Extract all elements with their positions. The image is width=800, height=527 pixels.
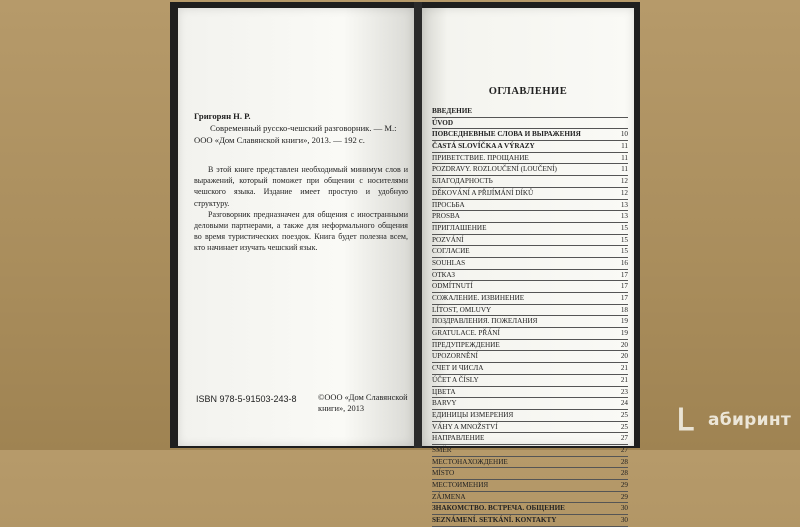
toc-entry (432, 305, 628, 317)
toc-entry-title: БЛАГОДАРНОСТЬ (432, 177, 493, 186)
toc-entry (432, 398, 628, 410)
toc-entry-title: ВВЕДЕНИЕ (432, 107, 473, 115)
toc-entry (432, 433, 628, 445)
toc-entry (432, 328, 628, 340)
toc-entry (432, 164, 628, 176)
toc-entry (432, 176, 628, 188)
toc-entry-page: 25 (620, 422, 628, 431)
toc-entry (432, 106, 628, 118)
toc-entry-title: DĚKOVÁNÍ A PŘIJÍMÁNÍ DÍKŮ (432, 188, 534, 197)
toc-entry (432, 211, 628, 223)
toc-entry-page: 27 (620, 434, 628, 443)
toc-entry-page: 15 (620, 223, 628, 232)
book-spine (414, 2, 422, 448)
toc-entry-title: MÍSTO (432, 469, 455, 478)
toc-entry (432, 246, 628, 258)
open-book (170, 2, 640, 525)
toc-entry-page: 18 (620, 305, 628, 314)
toc-entry-title: ПОВСЕДНЕВНЫЕ СЛОВА И ВЫРАЖЕНИЯ (432, 130, 581, 139)
toc-entry-title: SOUHLAS (432, 258, 466, 267)
book-author: Григорян Н. Р. (194, 111, 251, 121)
toc-entry-title: ЗНАКОМСТВО. ВСТРЕЧА. ОБЩЕНИЕ (432, 504, 565, 513)
toc-entry-title: МЕСТОИМЕНИЯ (432, 481, 489, 489)
toc-entry-title: LÍTOST, OMLUVY (432, 305, 492, 314)
toc-entry-title: СОЖАЛЕНИЕ. ИЗВИНЕНИЕ (432, 294, 525, 302)
toc-entry-page: 28 (620, 457, 628, 466)
toc-entry (432, 503, 628, 515)
toc-entry-title: СОГЛАСИЕ (432, 247, 470, 256)
labirint-watermark (676, 404, 796, 438)
toc-entry-title: SEZNÁMENÍ. SETKÁNÍ. KONTAKTY (432, 516, 557, 525)
toc-entry-page: 11 (621, 142, 628, 151)
toc-entry (432, 188, 628, 200)
toc-entry-title: SMĚR (432, 445, 452, 454)
toc-entry-title: ČASTÁ SLOVÍČKA A VÝRAZY (432, 142, 535, 151)
toc-entry-page: 23 (620, 387, 628, 396)
toc-entry-title: GRATULACE. PŘÁNÍ (432, 329, 500, 338)
abstract-paragraph-1: В этой книге представлен необходимый минимум слов и выражений, который поможет при общении с носителями чешского языка. Издание имеет простую и удобную структуру. (194, 165, 408, 208)
toc-entry-title: ODMÍTNUTÍ (432, 282, 473, 291)
book-abstract (194, 164, 408, 254)
toc-entry-title: POZVÁNÍ (432, 235, 464, 244)
toc-entry (432, 445, 628, 457)
toc-entry-page: 12 (620, 177, 628, 186)
bib-line-1: Современный русско-чешский разговорник. — М.: (210, 123, 397, 133)
watermark-text: абиринт (708, 410, 792, 430)
toc-entry-page: 29 (620, 481, 628, 489)
toc-entry (432, 316, 628, 328)
toc-entry-page: 13 (620, 200, 628, 209)
toc-entry (432, 351, 628, 363)
left-page (178, 8, 414, 446)
toc-entry (432, 270, 628, 282)
toc-entry-page: 15 (620, 247, 628, 256)
toc-entry-page: 11 (621, 153, 628, 162)
toc-entry-title: ПРИВЕТСТВИЕ. ПРОЩАНИЕ (432, 153, 529, 162)
toc-entry-title: ЕДИНИЦЫ ИЗМЕРЕНИЯ (432, 410, 514, 419)
toc-entry-page: 17 (620, 270, 628, 279)
toc-entry (432, 375, 628, 387)
toc-entry (432, 235, 628, 247)
bib-line-2: ООО «Дом Славянской книги», 2013. — 192 с. (194, 135, 365, 145)
toc-entry-title: PROSBA (432, 212, 460, 221)
toc-entry-title: ПРИГЛАШЕНИЕ (432, 223, 487, 232)
toc-entry (432, 468, 628, 480)
toc-entry-page: 30 (620, 516, 628, 525)
toc-entry (432, 129, 628, 141)
bibliographic-record (194, 110, 412, 146)
right-page (422, 8, 634, 525)
toc-entry-page: 19 (620, 317, 628, 326)
toc-entry (432, 281, 628, 293)
toc-entry (432, 141, 628, 153)
toc-entry-title: ПРЕДУПРЕЖДЕНИЕ (432, 340, 500, 349)
toc-entry-title: ZÁJMENA (432, 492, 466, 501)
toc-entry-page: 12 (620, 188, 628, 197)
toc-entry-page: 21 (620, 364, 628, 373)
toc-title: ОГЛАВЛЕНИЕ (488, 86, 568, 97)
toc-entry (432, 340, 628, 352)
toc-entry (432, 422, 628, 434)
toc-entry (432, 200, 628, 212)
toc-entry-page: 16 (620, 258, 628, 267)
toc-entry-page: 15 (620, 235, 628, 244)
toc-entry-title: UPOZORNĚNÍ (432, 352, 478, 361)
toc-entry-title: BARVY (432, 399, 457, 408)
toc-entry-title: ЦВЕТА (432, 387, 456, 396)
toc-entry-title: ПРОСЬБА (432, 200, 465, 209)
labirint-logo-icon: Ꮮ (678, 403, 696, 438)
toc-entry-page: 29 (620, 492, 628, 501)
toc-entry-page: 10 (620, 130, 628, 139)
toc-entry-title: МЕСТОНАХОЖДЕНИЕ (432, 457, 508, 466)
toc-entry-page: 17 (620, 294, 628, 302)
toc-entry-page: 19 (620, 329, 628, 338)
toc-entry (432, 363, 628, 375)
toc-entry-page: 17 (620, 282, 628, 291)
toc-entry-page: 21 (620, 375, 628, 384)
toc-entry (432, 480, 628, 492)
toc-entry-page: 20 (620, 352, 628, 361)
copyright: ©ООО «Дом Славянской книги», 2013 (318, 393, 408, 413)
toc-entry-title: ÚVOD (432, 118, 454, 127)
toc-entry (432, 457, 628, 469)
toc-entry-page: 13 (620, 212, 628, 221)
toc-entry-page: 28 (620, 469, 628, 478)
toc-entry-page: 11 (621, 165, 628, 174)
toc-entry-title: ОТКАЗ (432, 270, 455, 279)
toc-entry (432, 258, 628, 270)
abstract-paragraph-2: Разговорник предназначен для общения с иностранными деловыми партнерами, а также для неформального общения во время туристических поездок. Книга будет полезна всем, кто начинает изучать чешский язык. (194, 209, 408, 253)
toc-entry (432, 515, 628, 527)
toc-entry (432, 153, 628, 165)
toc-entry-title: СЧЕТ И ЧИСЛА (432, 364, 484, 373)
table-of-contents (432, 106, 628, 527)
toc-entry-page: 24 (620, 399, 628, 408)
toc-entry (432, 293, 628, 305)
toc-entry-page: 25 (620, 410, 628, 419)
toc-entry (432, 492, 628, 504)
toc-entry (432, 118, 628, 130)
toc-entry (432, 387, 628, 399)
isbn: ISBN 978-5-91503-243-8 (196, 394, 297, 404)
toc-entry-title: ÚČET A ČÍSLY (432, 375, 479, 384)
toc-entry-page: 27 (620, 445, 628, 454)
toc-entry-page: 20 (620, 340, 628, 349)
toc-entry-title: VÁHY A MNOŽSTVÍ (432, 422, 498, 431)
toc-entry-page: 30 (620, 504, 628, 513)
toc-entry-title: POZDRAVY. ROZLOUČENÍ (LOUČENÍ) (432, 165, 557, 174)
toc-entry (432, 223, 628, 235)
toc-entry-title: НАПРАВЛЕНИЕ (432, 434, 485, 443)
toc-entry (432, 410, 628, 422)
toc-entry-title: ПОЗДРАВЛЕНИЯ. ПОЖЕЛАНИЯ (432, 317, 538, 326)
